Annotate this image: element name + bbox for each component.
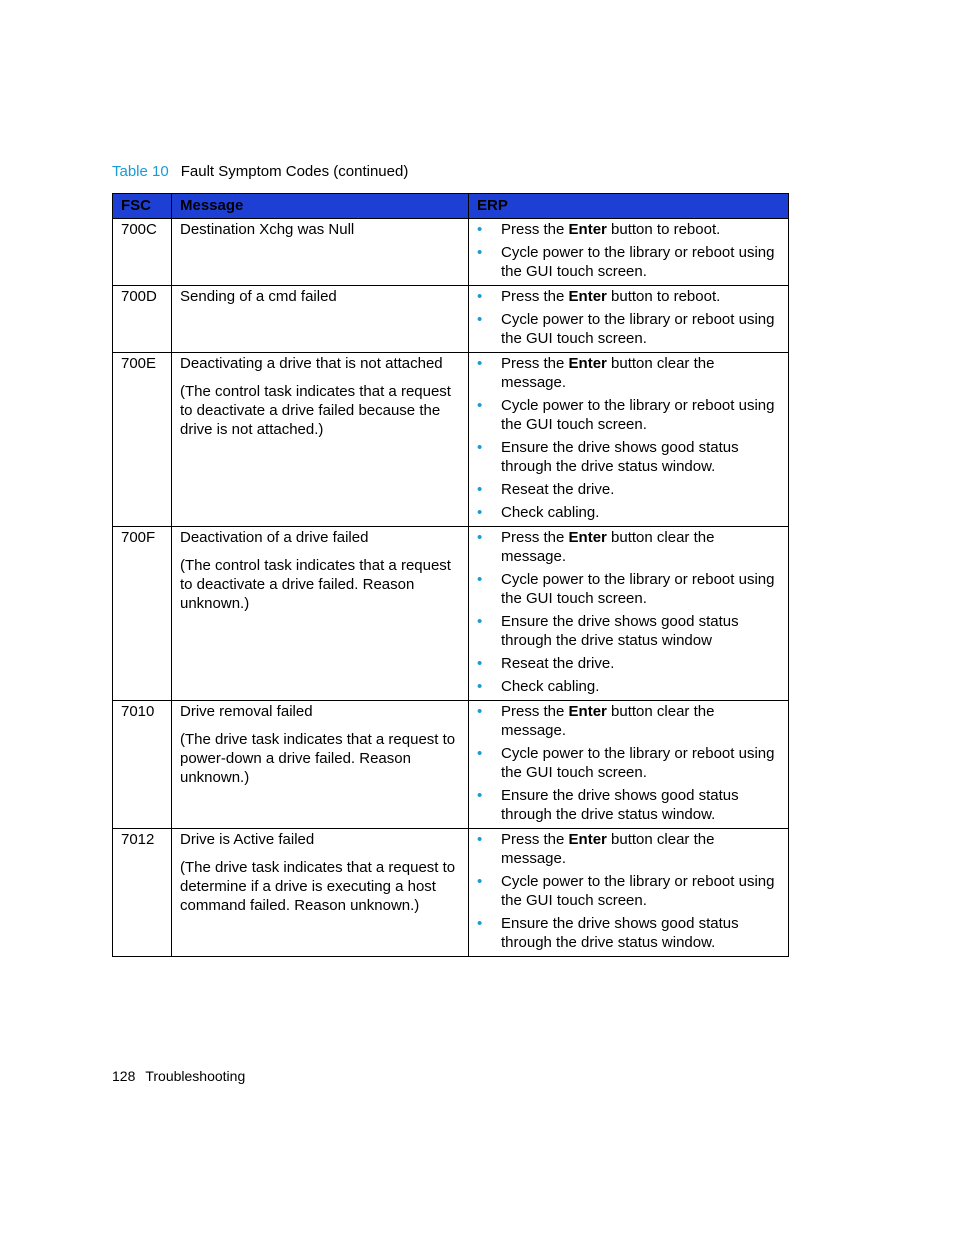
message-title: Drive is Active failed bbox=[180, 831, 315, 848]
footer-section: Troubleshooting bbox=[145, 1068, 246, 1084]
erp-list bbox=[477, 354, 780, 522]
erp-list bbox=[477, 702, 780, 824]
page-number: 128 bbox=[112, 1068, 136, 1084]
erp-text: Cycle power to the library or reboot using the GUI touch screen. bbox=[501, 311, 775, 347]
erp-text: Cycle power to the library or reboot using the GUI touch screen. bbox=[501, 745, 775, 781]
bullet-icon: • bbox=[477, 439, 483, 456]
message-description: (The control task indicates that a request to deactivate a drive failed because the drive is not attached.) bbox=[180, 383, 451, 438]
message-description: (The drive task indicates that a request to determine if a drive is executing a host command failed. Reason unknown.) bbox=[180, 859, 456, 914]
erp-text: Press the bbox=[501, 355, 569, 372]
erp-cell bbox=[469, 219, 789, 286]
erp-step bbox=[477, 830, 780, 868]
erp-key-name: Enter bbox=[568, 831, 607, 848]
erp-step bbox=[477, 914, 780, 952]
erp-text-tail: button to reboot. bbox=[606, 221, 721, 238]
erp-step bbox=[477, 744, 780, 782]
bullet-icon: • bbox=[477, 703, 483, 720]
erp-step bbox=[477, 786, 780, 824]
bullet-icon: • bbox=[477, 831, 483, 848]
erp-text-tail: button clear the message. bbox=[501, 831, 715, 867]
erp-text: Check cabling. bbox=[501, 504, 600, 521]
erp-text: Press the bbox=[501, 529, 569, 546]
bullet-icon: • bbox=[477, 873, 483, 890]
bullet-icon: • bbox=[477, 915, 483, 932]
bullet-icon: • bbox=[477, 288, 483, 305]
erp-step bbox=[477, 503, 780, 522]
message-title: Destination Xchg was Null bbox=[180, 221, 355, 238]
bullet-icon: • bbox=[477, 745, 483, 762]
erp-text: Cycle power to the library or reboot using the GUI touch screen. bbox=[501, 571, 775, 607]
erp-step bbox=[477, 243, 780, 281]
erp-text: Press the bbox=[501, 288, 569, 305]
erp-key-name: Enter bbox=[568, 288, 607, 305]
erp-step bbox=[477, 220, 780, 239]
header-message: Message bbox=[172, 194, 469, 219]
fsc-code: 700C bbox=[113, 219, 172, 286]
erp-text: Ensure the drive shows good status through the drive status window. bbox=[501, 915, 739, 951]
erp-list bbox=[477, 528, 780, 696]
erp-key-name: Enter bbox=[568, 355, 607, 372]
bullet-icon: • bbox=[477, 311, 483, 328]
message-title: Deactivation of a drive failed bbox=[180, 529, 369, 546]
erp-cell bbox=[469, 286, 789, 353]
erp-text: Cycle power to the library or reboot using the GUI touch screen. bbox=[501, 873, 775, 909]
bullet-icon: • bbox=[477, 244, 483, 261]
erp-text-tail: button clear the message. bbox=[501, 529, 715, 565]
erp-list bbox=[477, 220, 780, 281]
message-cell bbox=[172, 701, 469, 829]
fsc-code: 7012 bbox=[113, 829, 172, 957]
erp-step bbox=[477, 396, 780, 434]
erp-step bbox=[477, 570, 780, 608]
page-footer bbox=[112, 1066, 245, 1086]
bullet-icon: • bbox=[477, 678, 483, 695]
table-caption bbox=[112, 162, 408, 182]
message-description: (The drive task indicates that a request to power-down a drive failed. Reason unknown.) bbox=[180, 731, 456, 786]
message-description: (The control task indicates that a request to deactivate a drive failed. Reason unknown.) bbox=[180, 557, 451, 612]
fsc-code: 700E bbox=[113, 353, 172, 527]
erp-text: Reseat the drive. bbox=[501, 481, 615, 498]
erp-text: Press the bbox=[501, 831, 569, 848]
erp-cell bbox=[469, 353, 789, 527]
bullet-icon: • bbox=[477, 397, 483, 414]
message-title: Drive removal failed bbox=[180, 703, 313, 720]
bullet-icon: • bbox=[477, 787, 483, 804]
erp-step bbox=[477, 528, 780, 566]
erp-step bbox=[477, 702, 780, 740]
erp-cell bbox=[469, 527, 789, 701]
erp-step bbox=[477, 287, 780, 306]
message-cell bbox=[172, 219, 469, 286]
header-erp: ERP bbox=[469, 194, 789, 219]
table-row bbox=[113, 286, 789, 353]
fsc-code: 700F bbox=[113, 527, 172, 701]
table-body bbox=[113, 219, 789, 957]
table-header-row bbox=[113, 194, 789, 219]
header-fsc: FSC bbox=[113, 194, 172, 219]
erp-list bbox=[477, 830, 780, 952]
erp-text: Press the bbox=[501, 221, 569, 238]
message-cell bbox=[172, 286, 469, 353]
bullet-icon: • bbox=[477, 571, 483, 588]
erp-text: Ensure the drive shows good status through the drive status window bbox=[501, 613, 739, 649]
message-title: Deactivating a drive that is not attached bbox=[180, 355, 443, 372]
erp-text: Cycle power to the library or reboot using the GUI touch screen. bbox=[501, 244, 775, 280]
erp-step bbox=[477, 438, 780, 476]
fsc-code: 7010 bbox=[113, 701, 172, 829]
erp-cell bbox=[469, 701, 789, 829]
erp-text: Press the bbox=[501, 703, 569, 720]
erp-step bbox=[477, 677, 780, 696]
bullet-icon: • bbox=[477, 221, 483, 238]
erp-step bbox=[477, 654, 780, 673]
bullet-icon: • bbox=[477, 655, 483, 672]
erp-list bbox=[477, 287, 780, 348]
bullet-icon: • bbox=[477, 355, 483, 372]
erp-key-name: Enter bbox=[568, 221, 607, 238]
erp-text: Cycle power to the library or reboot using the GUI touch screen. bbox=[501, 397, 775, 433]
table-title: Fault Symptom Codes (continued) bbox=[180, 163, 409, 180]
erp-text: Check cabling. bbox=[501, 678, 600, 695]
erp-step bbox=[477, 872, 780, 910]
fault-symptom-codes-table bbox=[112, 193, 789, 957]
bullet-icon: • bbox=[477, 613, 483, 630]
message-cell bbox=[172, 829, 469, 957]
erp-text: Ensure the drive shows good status through the drive status window. bbox=[501, 439, 739, 475]
table-row bbox=[113, 829, 789, 957]
erp-step bbox=[477, 354, 780, 392]
message-title: Sending of a cmd failed bbox=[180, 288, 337, 305]
erp-key-name: Enter bbox=[568, 703, 607, 720]
message-cell bbox=[172, 353, 469, 527]
table-row bbox=[113, 527, 789, 701]
erp-text: Ensure the drive shows good status through the drive status window. bbox=[501, 787, 739, 823]
bullet-icon: • bbox=[477, 481, 483, 498]
table-number: Table 10 bbox=[112, 163, 169, 180]
bullet-icon: • bbox=[477, 504, 483, 521]
bullet-icon: • bbox=[477, 529, 483, 546]
erp-step bbox=[477, 480, 780, 499]
erp-text-tail: button clear the message. bbox=[501, 355, 715, 391]
table-row bbox=[113, 353, 789, 527]
message-cell bbox=[172, 527, 469, 701]
erp-key-name: Enter bbox=[568, 529, 607, 546]
table-row bbox=[113, 219, 789, 286]
erp-text: Reseat the drive. bbox=[501, 655, 615, 672]
erp-step bbox=[477, 612, 780, 650]
erp-cell bbox=[469, 829, 789, 957]
erp-text-tail: button to reboot. bbox=[606, 288, 721, 305]
table-row bbox=[113, 701, 789, 829]
erp-text-tail: button clear the message. bbox=[501, 703, 715, 739]
fsc-code: 700D bbox=[113, 286, 172, 353]
erp-step bbox=[477, 310, 780, 348]
